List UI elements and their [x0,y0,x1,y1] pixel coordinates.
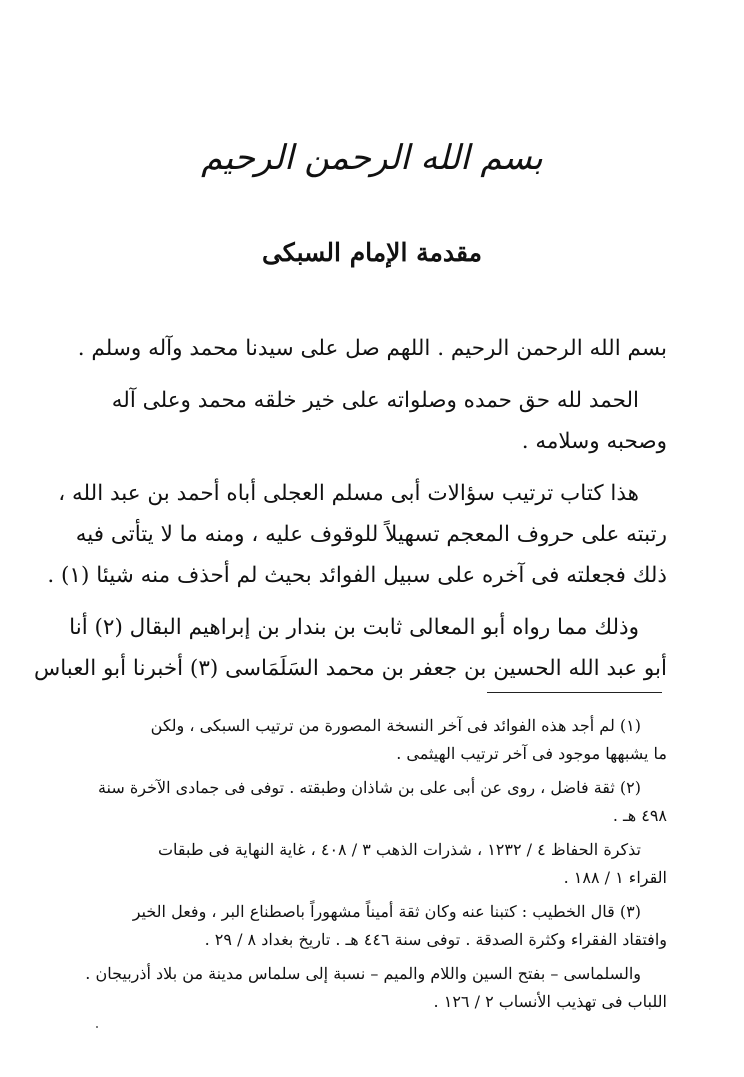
text-line: بسم الله الرحمن الرحيم . اللهم صل على سيدنا محمد وآله وسلم . [77,336,667,361]
footnote-line: ما يشبهها موجود فى آخر ترتيب الهيثمى . [396,744,667,763]
text-line: الحمد لله حق حمده وصلواته على خير خلقه محمد وعلى آله [111,388,639,413]
footnote-line: ٤٩٨ هـ . [612,806,667,825]
footnote-line: (١) لم أجد هذه الفوائد فى آخر النسخة المصورة من ترتيب السبكى ، ولكن [150,716,641,735]
text-line: وصحبه وسلامه . [521,429,667,454]
basmala-calligraphy: بسم الله الرحمن الرحيم [201,138,543,178]
footnote-line: تذكرة الحفاظ ٤ / ١٢٣٢ ، شذرات الذهب ٣ / ٤٠٨ ، غاية النهاية فى طبقات [157,840,641,859]
main-text [34,328,667,689]
page-title: مقدمة الإمام السبكى [261,238,483,267]
text-line: هذا كتاب ترتيب سؤالات أبى مسلم العجلى أباه أحمد بن عبد الله ، [58,481,639,506]
footnote-divider [487,692,662,693]
footnote-line: القراء ١ / ١٨٨ . [563,868,667,887]
text-line: ذلك فجعلته فى آخره على سبيل الفوائد بحيث لم أحذف منه شيئا (١) . [47,563,667,588]
scan-speck [96,1026,98,1028]
footnote-line: والسلماسى – بفتح السين واللام والميم – نسبة إلى سلماس مدينة من بلاد أذربيجان . [85,964,641,983]
footnote-line: (٢) ثقة فاضل ، روى عن أبى على بن شاذان وطبقته . توفى فى جمادى الآخرة سنة [97,778,641,797]
footnote-line: (٣) قال الخطيب : كتبنا عنه وكان ثقة أميناً مشهوراً باصطناع البر ، وفعل الخير [132,902,641,921]
text-line: وذلك مما رواه أبو المعالى ثابت بن بندار بن إبراهيم البقال (٢) أنا [69,615,639,640]
text-line: رتبته على حروف المعجم تسهيلاً للوقوف عليه ، ومنه ما لا يتأتى فيه [75,522,667,547]
footnotes [85,712,667,1016]
footnote-line: وافتقاد الفقراء وكثرة الصدقة . توفى سنة ٤٤٦ هـ . تاريخ بغداد ٨ / ٢٩ . [204,930,667,949]
footnote-line: اللباب فى تهذيب الأنساب ٢ / ١٢٦ . [433,992,667,1011]
text-line: أبو عبد الله الحسين بن جعفر بن محمد السَلَمَاسى (٣) أخبرنا أبو العباس [34,656,667,681]
